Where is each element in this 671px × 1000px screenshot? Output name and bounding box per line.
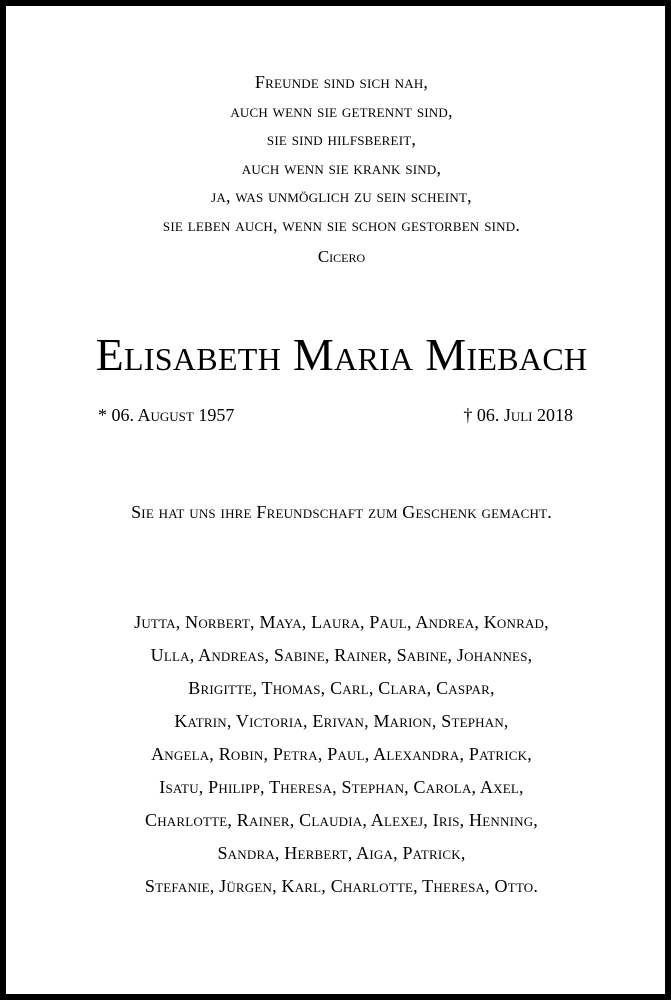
mourners-line: Stefanie, Jürgen, Karl, Charlotte, Theresa, Otto. [144,876,539,896]
poem-line: sie leben auch, wenn sie schon gestorben sind. [162,214,521,235]
mourners-list [6,606,671,903]
mourners-line: Brigitte, Thomas, Carl, Clara, Caspar, [188,678,495,698]
mourners-line: Ulla, Andreas, Sabine, Rainer, Sabine, Johannes, [150,645,533,665]
mourners-line: Katrin, Victoria, Erivan, Marion, Stephan, [174,711,509,731]
poem-line: ja, was unmöglich zu sein scheint, [211,186,472,206]
dedication-text: Sie hat uns ihre Freundschaft zum Geschenk gemacht. [131,502,552,522]
mourners-line: Charlotte, Rainer, Claudia, Alexej, Iris, Henning, [145,810,538,830]
birth-date: * 06. August 1957 [98,405,235,425]
mourners-line: Isatu, Philipp, Theresa, Stephan, Carola, Axel, [159,777,524,797]
poem-line: auch wenn sie getrennt sind, [230,100,453,121]
mourners-line: Jutta, Norbert, Maya, Laura, Paul, Andrea, Konrad, [134,612,549,632]
poem-block [6,68,671,239]
deceased-name: Elisabeth Maria Miebach [95,329,588,380]
mourners-line: Angela, Robin, Petra, Paul, Alexandra, Patrick, [151,744,532,764]
death-date: † 06. Juli 2018 [463,405,573,425]
poem-line: sie sind hilfsbereit, [266,129,417,149]
poem-author: Cicero [317,247,366,266]
poem-line: auch wenn sie krank sind, [241,157,442,178]
mourners-line: Sandra, Herbert, Aiga, Patrick, [217,843,466,863]
poem-line: Freunde sind sich nah, [254,72,429,92]
